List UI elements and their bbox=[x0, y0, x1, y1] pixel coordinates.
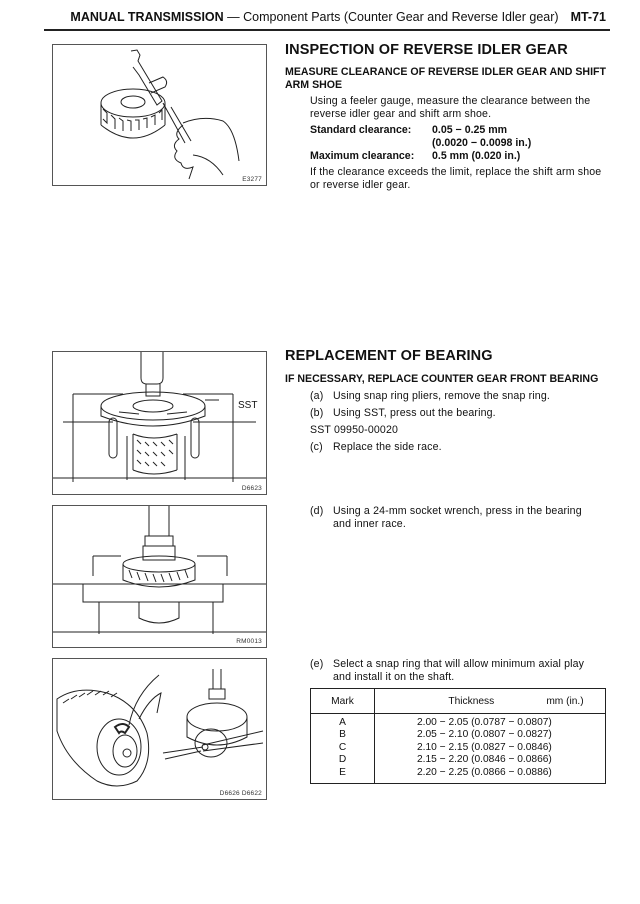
figure-code: D6623 bbox=[241, 485, 262, 492]
counter-gear-right-icon bbox=[187, 669, 247, 757]
step-mark: (a) bbox=[310, 390, 324, 402]
inspection-intro-line1: Using a feeler gauge, measure the clearance between the bbox=[310, 95, 591, 107]
step-text: Using snap ring pliers, remove the snap ring. bbox=[333, 390, 550, 402]
figure-install-snap-ring bbox=[52, 658, 267, 800]
hand-left-icon bbox=[129, 675, 161, 725]
standard-clearance-label: Standard clearance: bbox=[310, 124, 412, 136]
table-row bbox=[311, 767, 606, 784]
replacement-subtitle: IF NECESSARY, REPLACE COUNTER GEAR FRONT BEARING bbox=[285, 373, 599, 385]
standard-clearance-in: (0.0020 − 0.0098 in.) bbox=[432, 137, 532, 149]
snap-ring-illustration bbox=[53, 659, 266, 799]
inspection-note bbox=[310, 166, 601, 192]
step-text-cont: and inner race. bbox=[333, 518, 406, 530]
header-text bbox=[70, 10, 606, 24]
inspection-title: INSPECTION OF REVERSE IDLER GEAR bbox=[285, 42, 568, 58]
step-c bbox=[310, 441, 442, 454]
counter-gear-icon bbox=[133, 434, 177, 474]
step-text: Select a snap ring that will allow minimum axial play bbox=[333, 658, 585, 670]
cell-mark: A bbox=[311, 714, 375, 730]
counter-gear-left-icon bbox=[57, 690, 149, 786]
sst-number bbox=[310, 424, 398, 437]
step-d bbox=[310, 505, 582, 531]
header-mark: Mark bbox=[311, 689, 375, 714]
sst-callout: SST bbox=[238, 400, 258, 411]
inspection-intro-line2: reverse idler gear and shift arm shoe. bbox=[310, 108, 492, 120]
table-row bbox=[311, 754, 606, 766]
step-e bbox=[310, 658, 584, 684]
step-mark: (b) bbox=[310, 407, 324, 419]
figure-feeler-gauge bbox=[52, 44, 267, 186]
socket-wrench-icon bbox=[143, 506, 175, 560]
press-bed-icon bbox=[53, 556, 266, 634]
inspection-subtitle-line1: MEASURE CLEARANCE OF REVERSE IDLER GEAR AND SHIFT bbox=[285, 66, 606, 78]
table-header-row bbox=[311, 689, 606, 714]
step-text: Using SST, press out the bearing. bbox=[333, 407, 496, 419]
inspection-note-line2: or reverse idler gear. bbox=[310, 179, 411, 191]
cell-mark: E bbox=[311, 767, 375, 784]
table-row bbox=[311, 742, 606, 754]
page-header bbox=[44, 9, 610, 31]
cell-thickness: 2.10 − 2.15 (0.0827 − 0.0846) bbox=[417, 741, 552, 753]
cell-thickness: 2.15 − 2.20 (0.0846 − 0.0866) bbox=[417, 754, 552, 766]
inspection-subtitle bbox=[285, 66, 606, 92]
figure-press-out-bearing bbox=[52, 351, 267, 495]
replacement-title: REPLACEMENT OF BEARING bbox=[285, 348, 493, 364]
step-b bbox=[310, 407, 496, 420]
step-text-cont: and install it on the shaft. bbox=[333, 671, 455, 683]
step-text: Using a 24-mm socket wrench, press in the bearing bbox=[333, 505, 582, 517]
maximum-clearance-value: 0.5 mm (0.020 in.) bbox=[432, 150, 521, 162]
press-in-illustration bbox=[53, 506, 266, 647]
figure-code: E3277 bbox=[242, 176, 262, 183]
table-row bbox=[311, 729, 606, 741]
page-number: MT-71 bbox=[570, 10, 606, 24]
cell-thickness: 2.05 − 2.10 (0.0807 − 0.0827) bbox=[417, 729, 552, 741]
inspection-subtitle-line2: ARM SHOE bbox=[285, 79, 343, 91]
header-unit: mm (in.) bbox=[546, 695, 584, 707]
inspection-intro bbox=[310, 95, 590, 121]
header-thickness-label: Thickness bbox=[448, 695, 495, 707]
table-row bbox=[311, 714, 606, 730]
step-mark: (e) bbox=[310, 658, 324, 670]
bearing-puller-sst-icon bbox=[101, 392, 205, 458]
snap-ring-table bbox=[310, 688, 606, 784]
feeler-gauge-illustration bbox=[53, 45, 266, 185]
standard-clearance-mm: 0.05 − 0.25 mm bbox=[432, 124, 508, 136]
step-text: Replace the side race. bbox=[333, 441, 442, 453]
cell-thickness: 2.20 − 2.25 (0.0866 − 0.0886) bbox=[417, 766, 552, 778]
cell-mark: C bbox=[311, 742, 375, 754]
step-mark: (d) bbox=[310, 505, 324, 517]
header-thickness bbox=[375, 689, 606, 714]
standard-clearance-spec bbox=[310, 124, 531, 163]
header-subtitle: Component Parts (Counter Gear and Reverse Idler gear) bbox=[243, 10, 559, 24]
header-dash: — bbox=[223, 10, 244, 24]
idler-gear-icon bbox=[101, 89, 165, 138]
figure-code: RM0013 bbox=[236, 638, 262, 645]
inspection-note-line1: If the clearance exceeds the limit, replace the shift arm shoe bbox=[310, 166, 602, 178]
figure-code: D6626 D6622 bbox=[219, 790, 262, 797]
header-section: MANUAL TRANSMISSION bbox=[70, 10, 224, 24]
hand-icon bbox=[163, 103, 239, 179]
cell-mark: B bbox=[311, 729, 375, 741]
step-a bbox=[310, 390, 550, 403]
press-out-illustration bbox=[53, 352, 266, 494]
figure-press-in-bearing bbox=[52, 505, 267, 648]
cell-mark: D bbox=[311, 754, 375, 766]
maximum-clearance-label: Maximum clearance: bbox=[310, 150, 415, 162]
press-ram-icon bbox=[141, 352, 163, 396]
step-mark: (c) bbox=[310, 441, 323, 453]
gear-bearing-icon bbox=[123, 556, 195, 587]
sst-number-text: SST 09950-00020 bbox=[310, 424, 399, 436]
cell-thickness: 2.00 − 2.05 (0.0787 − 0.0807) bbox=[417, 717, 552, 728]
